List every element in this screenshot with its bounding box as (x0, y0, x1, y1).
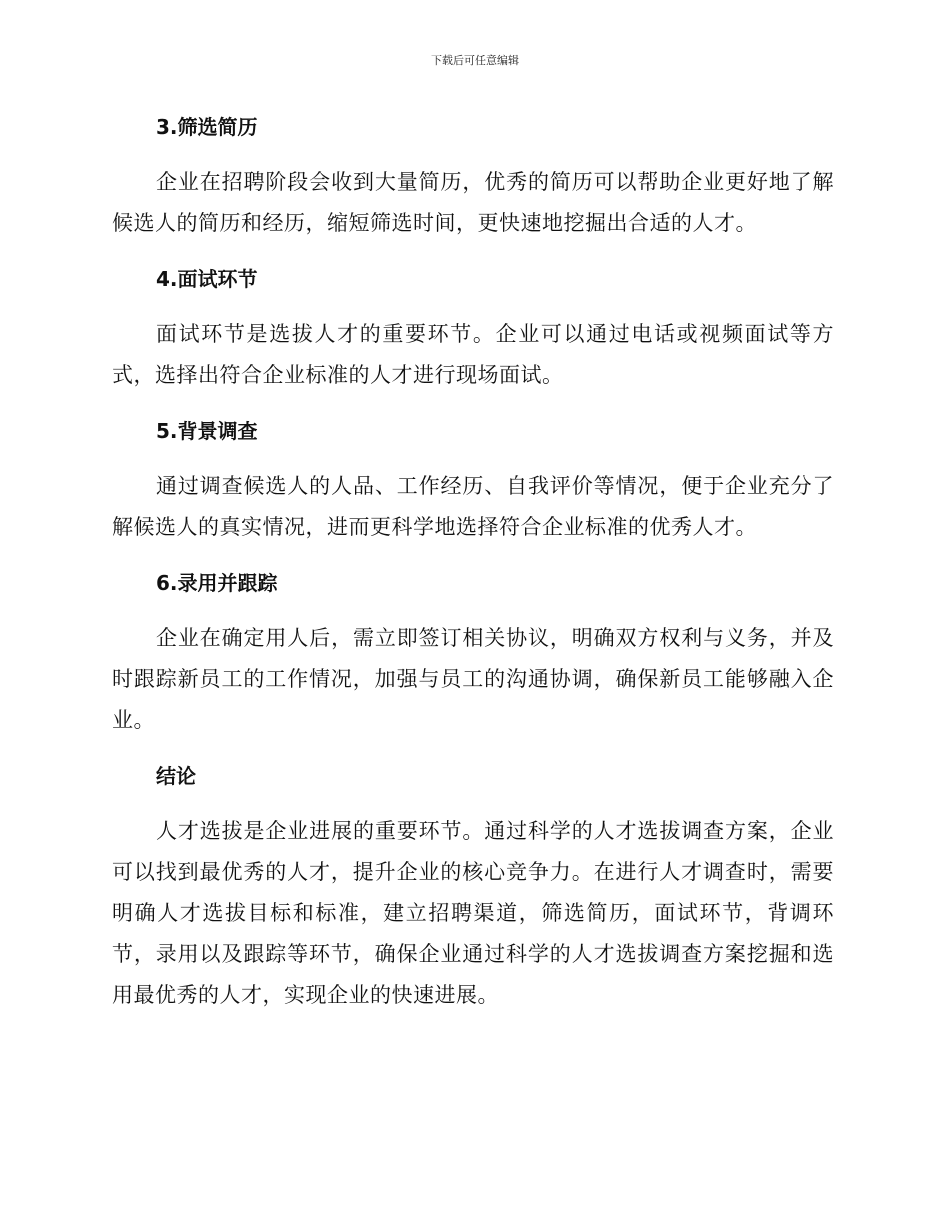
section-paragraph-conclusion: 人才选拔是企业进展的重要环节。通过科学的人才选拔调查方案，企业可以找到最优秀的人才，提升企业的核心竞争力。在进行人才调查时，需要明确人才选拔目标和标准，建立招聘渠道，筛选简历，面试环节，背调环节，录用以及跟踪等环节，确保企业通过科学的人才选拔调查方案挖掘和选用最优秀的人才，实现企业的快速进展。 (112, 819, 834, 1007)
document-body (112, 108, 834, 1016)
section-paragraph-hire-and-track: 企业在确定用人后，需立即签订相关协议，明确双方权利与义务，并及时跟踪新员工的工作情况，加强与员工的沟通协调，确保新员工能够融入企业。 (112, 626, 834, 732)
section-paragraph-interview: 面试环节是选拔人才的重要环节。企业可以通过电话或视频面试等方式，选择出符合企业标准的人才进行现场面试。 (112, 322, 834, 387)
section-heading-interview: 4.面试环节 (156, 267, 258, 291)
section-heading-hire-and-track: 6.录用并跟踪 (156, 571, 278, 595)
section-heading-background-check: 5.背景调查 (156, 419, 258, 443)
section-heading-conclusion: 结论 (156, 764, 196, 788)
header-note: 下载后可任意编辑 (431, 54, 519, 67)
section-paragraph-screen-resumes: 企业在招聘阶段会收到大量简历，优秀的简历可以帮助企业更好地了解候选人的简历和经历，缩短筛选时间，更快速地挖掘出合适的人才。 (112, 170, 834, 235)
section-heading-screen-resumes: 3.筛选简历 (156, 115, 258, 139)
section-paragraph-background-check: 通过调查候选人的人品、工作经历、自我评价等情况，便于企业充分了解候选人的真实情况，进而更科学地选择符合企业标准的优秀人才。 (112, 474, 834, 539)
